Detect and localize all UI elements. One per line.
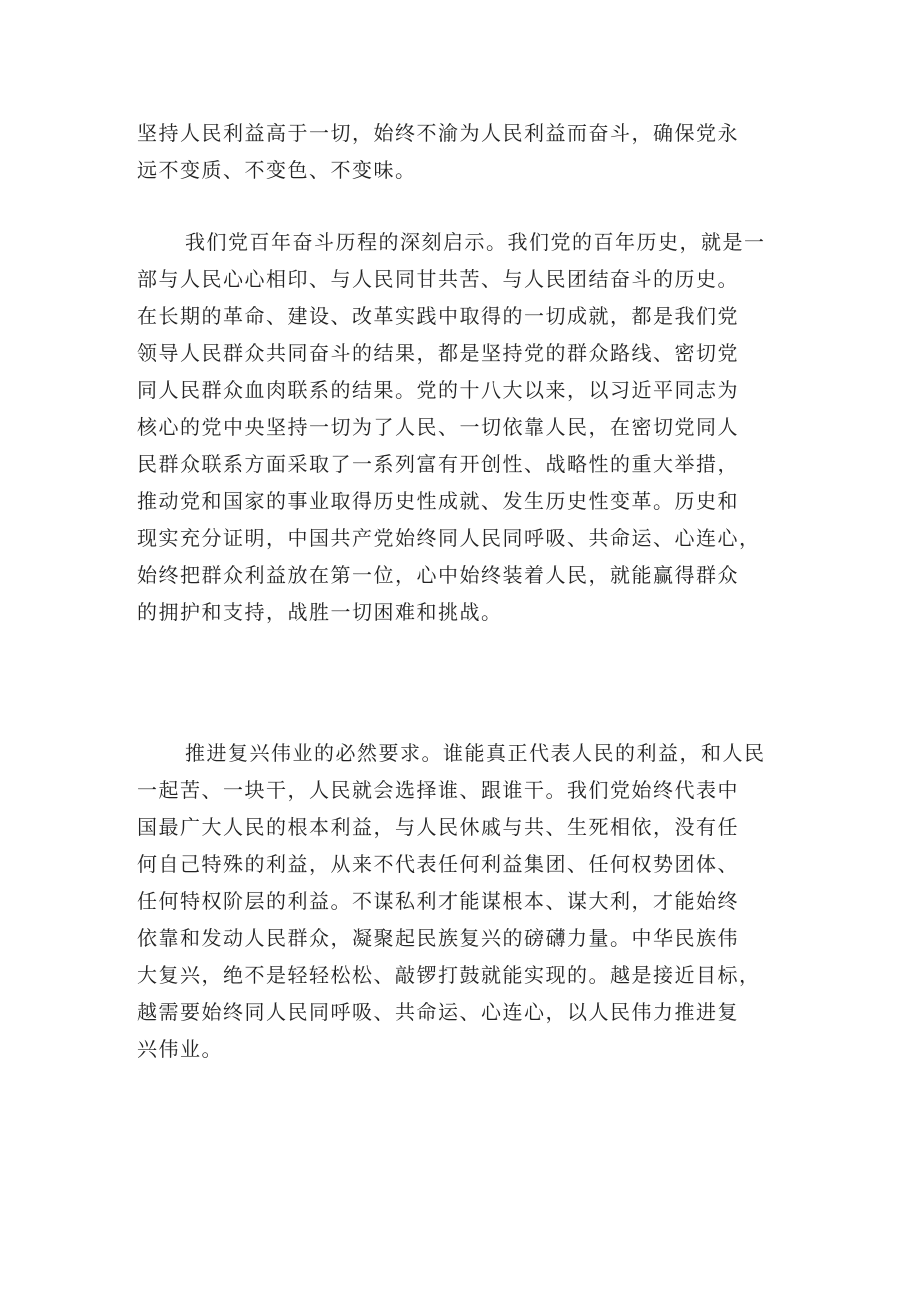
text-line: 同人民群众血肉联系的结果。党的十八大以来，以习近平同志为 (137, 378, 739, 402)
text-line: 国最广大人民的根本利益，与人民休戚与共、生死相依，没有任 (137, 815, 739, 839)
text-line: 推动党和国家的事业取得历史性成就、发生历史性变革。历史和 (137, 489, 739, 513)
text-line: 大复兴，绝不是轻轻松松、敲锣打鼓就能实现的。越是接近目标， (137, 963, 761, 987)
text-line: 我们党百年奋斗历程的深刻启示。我们党的百年历史，就是一 (185, 230, 766, 254)
text-line: 何自己特殊的利益，从来不代表任何利益集团、任何权势团体、 (137, 852, 739, 876)
text-line: 部与人民心心相印、与人民同甘共苦、与人民团结奋斗的历史。 (137, 267, 739, 291)
text-line: 的拥护和支持，战胜一切困难和挑战。 (137, 600, 503, 624)
text-line: 现实充分证明，中国共产党始终同人民同呼吸、共命运、心连心， (137, 526, 761, 550)
text-line: 民群众联系方面采取了一系列富有开创性、战略性的重大举措， (137, 452, 739, 476)
text-line: 坚持人民利益高于一切，始终不渝为人民利益而奋斗，确保党永 (137, 121, 739, 145)
text-line: 远不变质、不变色、不变味。 (137, 158, 417, 182)
text-line: 始终把群众利益放在第一位，心中始终装着人民，就能赢得群众 (137, 563, 739, 587)
paragraph-rejuvenation (137, 735, 797, 1068)
text-line: 任何特权阶层的利益。不谋私利才能谋根本、谋大利，才能始终 (137, 889, 739, 913)
text-line: 在长期的革命、建设、改革实践中取得的一切成就，都是我们党 (137, 304, 739, 328)
paragraph-historical-insight (137, 224, 797, 631)
paragraph-continuation (137, 115, 797, 189)
text-line: 领导人民群众共同奋斗的结果，都是坚持党的群众路线、密切党 (137, 341, 739, 365)
text-line: 越需要始终同人民同呼吸、共命运、心连心，以人民伟力推进复 (137, 1000, 739, 1024)
text-line: 依靠和发动人民群众，凝聚起民族复兴的磅礴力量。中华民族伟 (137, 926, 739, 950)
text-line: 推进复兴伟业的必然要求。谁能真正代表人民的利益，和人民 (185, 741, 766, 765)
text-line: 兴伟业。 (137, 1037, 223, 1061)
text-line: 一起苦、一块干，人民就会选择谁、跟谁干。我们党始终代表中 (137, 778, 739, 802)
text-line: 核心的党中央坚持一切为了人民、一切依靠人民，在密切党同人 (137, 415, 739, 439)
